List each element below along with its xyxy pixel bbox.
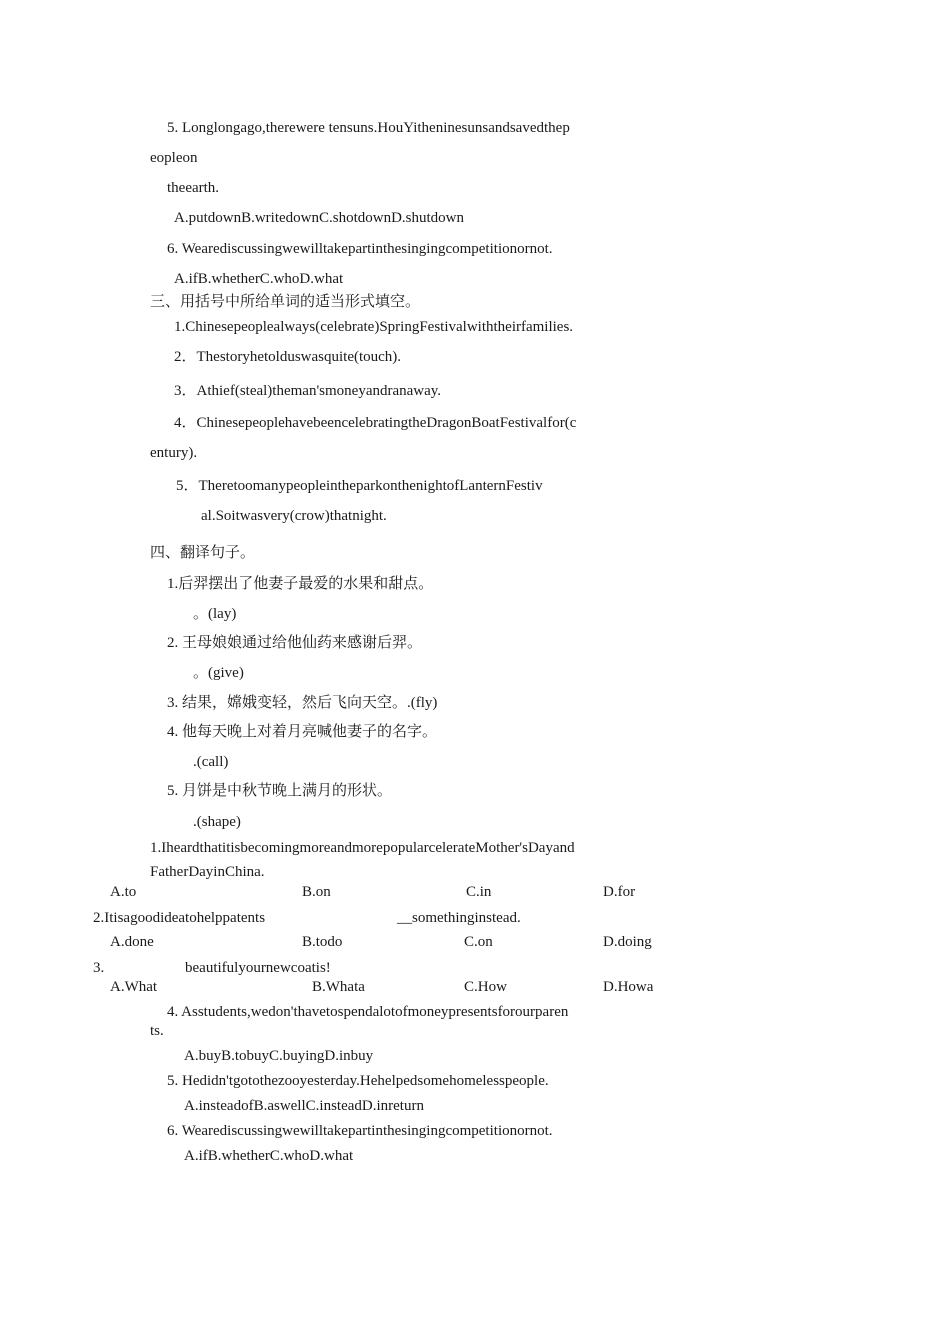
- mc-1-option-a: A.to: [110, 884, 137, 900]
- mc-5-options: A.insteadofB.aswellC.insteadD.inreturn: [184, 1098, 424, 1114]
- translate-item-1: 1.后羿摆出了他妻子最爱的水果和甜点。: [167, 576, 434, 592]
- question-6-options: A.ifB.whetherC.whoD.what: [174, 271, 344, 287]
- translate-item-1-answer: 。(lay): [193, 606, 237, 622]
- translate-item-3: 3. 结果，嫦娥变轻，然后飞向天空。.(fly): [167, 695, 438, 711]
- section-3-heading: 三、用括号中所给单词的适当形式填空。: [150, 294, 421, 310]
- mc-2-option-c: C.on: [464, 934, 493, 950]
- question-5-text: 5. Longlongago,therewere tensuns.HouYitheninesunsandsavedthep: [167, 120, 570, 136]
- question-5-text-cont: eopleon: [150, 150, 198, 166]
- mc-1-option-d: D.for: [603, 884, 636, 900]
- mc-question-2: 2.Itisagoodideatohelppatents: [93, 910, 266, 926]
- mc-question-4-cont: ts.: [150, 1023, 164, 1039]
- translate-item-5: 5. 月饼是中秋节晚上满月的形状。: [167, 783, 393, 799]
- mc-question-5: 5. Hedidn'tgotothezooyesterday.Hehelpedsomehomelesspeople.: [167, 1073, 549, 1089]
- mc-3-option-a: A.What: [110, 979, 158, 995]
- translate-item-5-answer: .(shape): [193, 814, 241, 830]
- mc-3-option-d: D.Howa: [603, 979, 654, 995]
- mc-4-options: A.buyB.tobuyC.buyingD.inbuy: [184, 1048, 374, 1064]
- mc-question-3: beautifulyournewcoatis!: [185, 960, 331, 976]
- mc-question-3-number: 3.: [93, 960, 105, 976]
- mc-1-option-c: C.in: [466, 884, 492, 900]
- mc-question-1-cont: FatherDayinChina.: [150, 864, 265, 880]
- mc-3-option-c: C.How: [464, 979, 507, 995]
- fill-item-4-cont: entury).: [150, 445, 198, 461]
- mc-2-option-b: B.todo: [302, 934, 343, 950]
- mc-3-option-b: B.Whata: [312, 979, 365, 995]
- question-5-text-cont: theearth.: [167, 180, 220, 196]
- mc-6-options: A.ifB.whetherC.whoD.what: [184, 1148, 354, 1164]
- mc-question-4: 4. Asstudents,wedon'thavetospendalotofmoneypresentsforourparen: [167, 1004, 569, 1020]
- mc-1-option-b: B.on: [302, 884, 331, 900]
- translate-item-2: 2. 王母娘娘通过给他仙药来感谢后羿。: [167, 635, 423, 651]
- fill-item-3: 3．Athief(steal)theman'smoneyandranaway.: [174, 383, 442, 399]
- translate-item-2-answer: 。(give): [193, 665, 244, 681]
- fill-item-1: 1.Chinesepeoplealways(celebrate)SpringFestivalwiththeirfamilies.: [174, 319, 574, 335]
- mc-question-2-cont: __somethinginstead.: [397, 910, 521, 926]
- translate-item-4-answer: .(call): [193, 754, 229, 770]
- fill-item-5-cont: al.Soitwasvery(crow)thatnight.: [201, 508, 387, 524]
- question-5-options: A.putdownB.writedownC.shotdownD.shutdown: [174, 210, 465, 226]
- mc-2-option-a: A.done: [110, 934, 154, 950]
- fill-item-4: 4．ChinesepeoplehavebeencelebratingtheDragonBoatFestivalfor(c: [174, 415, 577, 431]
- question-6-text: 6. Wearediscussingwewilltakepartinthesingingcompetitionornot.: [167, 241, 553, 257]
- mc-question-1: 1.IheardthatitisbecomingmoreandmorepopularcelerateMother'sDayand: [150, 840, 575, 856]
- fill-item-2: 2．Thestoryhetolduswasquite(touch).: [174, 349, 402, 365]
- fill-item-5: 5．TheretoomanypeopleintheparkonthenightofLanternFestiv: [176, 478, 543, 494]
- section-4-heading: 四、翻译句子。: [150, 545, 256, 561]
- translate-item-4: 4. 他每天晚上对着月亮喊他妻子的名字。: [167, 724, 438, 740]
- mc-question-6: 6. Wearediscussingwewilltakepartinthesingingcompetitionornot.: [167, 1123, 553, 1139]
- mc-2-option-d: D.doing: [603, 934, 652, 950]
